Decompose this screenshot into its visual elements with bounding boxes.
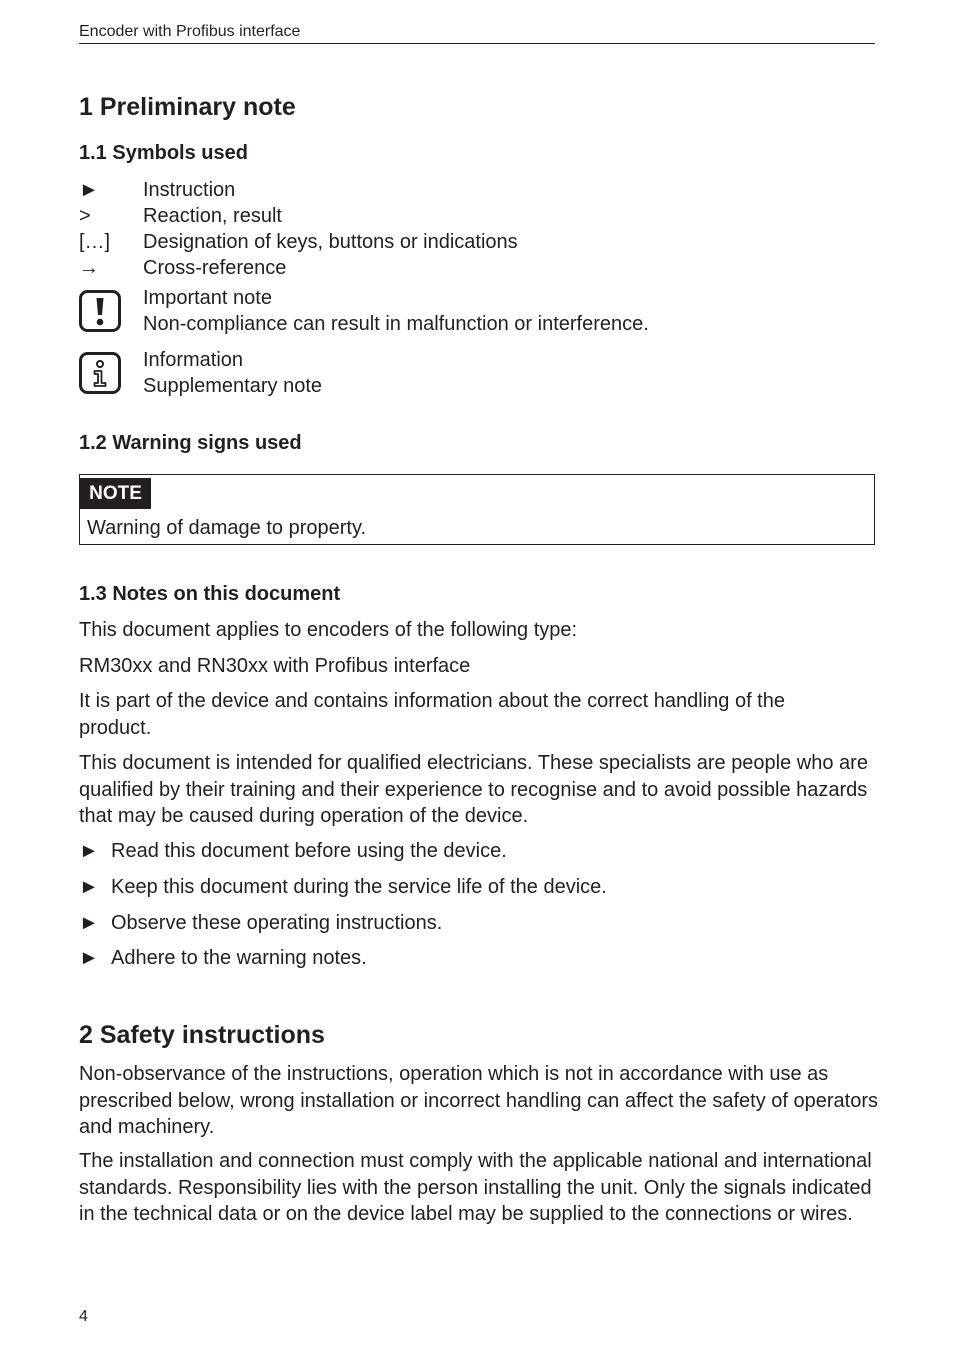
section-1-heading: 1 Preliminary note <box>79 93 296 121</box>
bullet-marker: ► <box>79 947 99 969</box>
paragraph-device-types: RM30xx and RN30xx with Profibus interface <box>79 655 471 677</box>
section-1-3-heading: 1.3 Notes on this document <box>79 583 341 605</box>
symbol-instruction: ► <box>79 179 99 201</box>
note-label: NOTE <box>80 478 151 509</box>
symbol-reaction-text: Reaction, result <box>143 205 282 227</box>
note-text: Warning of damage to property. <box>87 517 367 539</box>
running-header: Encoder with Profibus interface <box>79 23 301 40</box>
paragraph-part-of-device: It is part of the device and contains information about the correct handling of the product. <box>79 690 785 739</box>
paragraph-non-observance: Non-observance of the instructions, operation which is not in accordance with use as prescribed below, wrong installation or incorrect handling can affect the safety of operators and machinery. <box>79 1063 878 1138</box>
paragraph-qualified-electricians: This document is intended for qualified electricians. These specialists are people who are qualified by their training and their experience to recognise and to avoid possible hazards that may be caused during operation of the device. <box>79 752 868 827</box>
paragraph-installation: The installation and connection must comply with the applicable national and international standards. Responsibility lies with the person installing the unit. Only the signals indicated in the technical data or on the device label may be supplied to the connections or wires. <box>79 1150 872 1225</box>
bullet-marker: ► <box>79 912 99 934</box>
bullet-marker: ► <box>79 876 99 898</box>
section-1-1-heading: 1.1 Symbols used <box>79 142 248 164</box>
page-number: 4 <box>79 1308 88 1325</box>
info-icon <box>79 352 121 394</box>
bullet-item: Read this document before using the device. <box>111 840 507 862</box>
paragraph-applies-to: This document applies to encoders of the following type: <box>79 619 578 641</box>
section-1-2-heading: 1.2 Warning signs used <box>79 432 302 454</box>
bullet-marker: ► <box>79 840 99 862</box>
bullet-item: Keep this document during the service life of the device. <box>111 876 607 898</box>
section-2-heading: 2 Safety instructions <box>79 1021 325 1049</box>
important-note-description: Non-compliance can result in malfunction or interference. <box>143 313 649 335</box>
symbol-instruction-text: Instruction <box>143 179 236 201</box>
symbol-reaction: > <box>79 205 91 227</box>
bullet-item: Adhere to the warning notes. <box>111 947 367 969</box>
symbol-cross-reference: → <box>79 257 99 279</box>
header-divider <box>79 43 875 44</box>
information-title: Information <box>143 349 244 371</box>
important-note-title: Important note <box>143 287 272 309</box>
symbol-designation-text: Designation of keys, buttons or indications <box>143 231 518 253</box>
bullet-item: Observe these operating instructions. <box>111 912 443 934</box>
information-description: Supplementary note <box>143 375 323 397</box>
symbol-cross-reference-text: Cross-reference <box>143 257 287 279</box>
symbol-designation: […] <box>79 231 111 253</box>
exclamation-icon <box>79 290 121 332</box>
